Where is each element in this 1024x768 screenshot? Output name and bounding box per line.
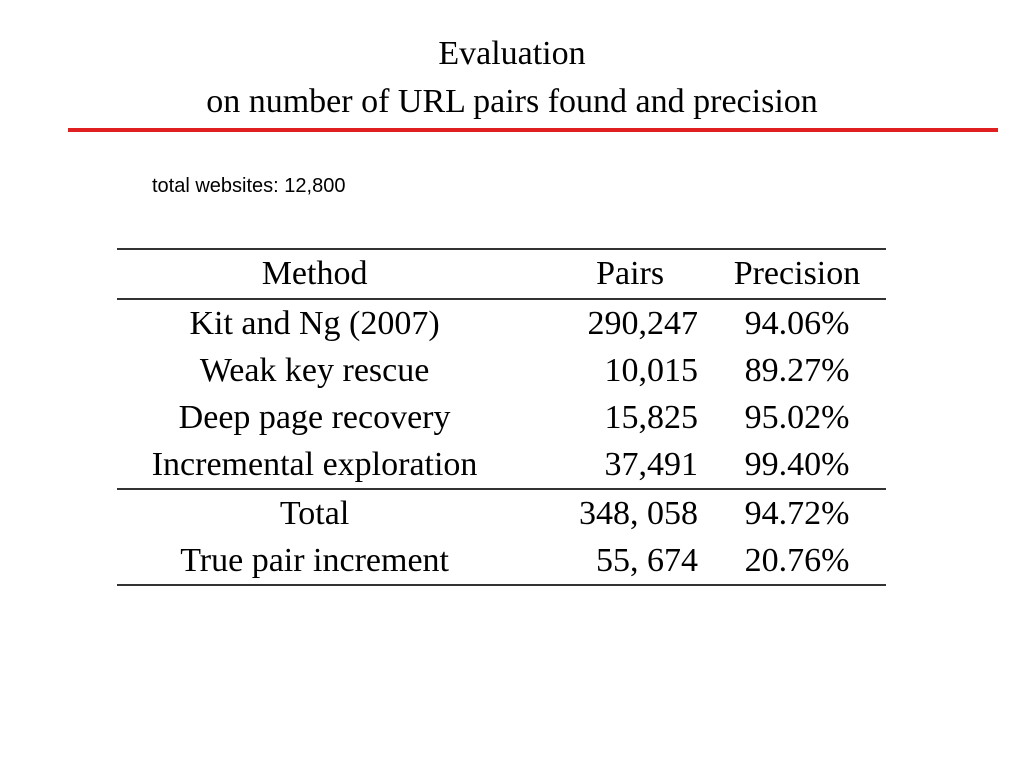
title-line-2: on number of URL pairs found and precision	[206, 83, 818, 120]
total-row	[117, 489, 886, 537]
slide-title	[0, 30, 1024, 126]
precision-cell: 95.02%	[744, 398, 850, 436]
table-row	[117, 394, 886, 441]
precision-cell: 89.27%	[744, 351, 850, 389]
table-row	[117, 441, 886, 489]
method-cell: Weak key rescue	[199, 351, 430, 389]
pairs-cell: 348, 058	[578, 494, 698, 532]
table-header-row	[117, 249, 886, 299]
precision-cell: 20.76%	[744, 541, 850, 579]
precision-cell: 94.06%	[744, 304, 850, 342]
pairs-cell: 15,825	[604, 398, 698, 436]
method-cell: Kit and Ng (2007)	[189, 304, 440, 342]
title-divider	[68, 128, 998, 132]
increment-row	[117, 537, 886, 585]
header-method: Method	[261, 255, 368, 292]
method-cell: Deep page recovery	[178, 398, 451, 436]
table-row	[117, 299, 886, 347]
total-websites-label: total websites: 12,800	[152, 175, 346, 197]
precision-cell: 99.40%	[744, 445, 850, 483]
pairs-cell: 55, 674	[595, 541, 698, 579]
precision-cell: 94.72%	[744, 494, 850, 532]
header-precision: Precision	[733, 255, 861, 292]
pairs-cell: 37,491	[604, 445, 698, 483]
pairs-cell: 290,247	[587, 304, 698, 342]
method-cell: True pair increment	[180, 541, 449, 579]
table-row	[117, 347, 886, 394]
title-line-1: Evaluation	[438, 35, 586, 72]
header-pairs: Pairs	[596, 255, 665, 292]
pairs-cell: 10,015	[604, 351, 698, 389]
method-cell: Incremental exploration	[151, 445, 478, 483]
results-table	[117, 248, 886, 586]
method-cell: Total	[279, 494, 350, 532]
